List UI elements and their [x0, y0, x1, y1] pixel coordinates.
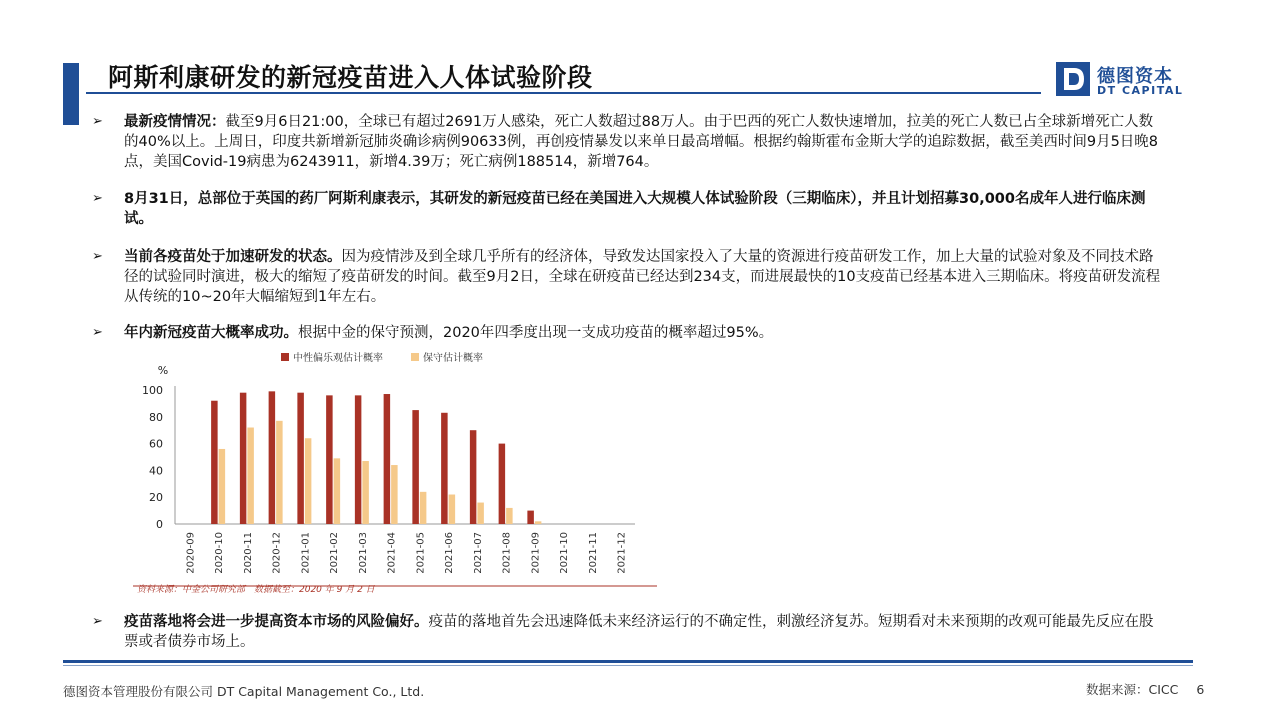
bullet-heading: 疫苗落地将会进一步提高资本市场的风险偏好。 [124, 614, 429, 630]
bullet-latest-situation [92, 112, 1162, 172]
bullet-astrazeneca [92, 189, 1162, 229]
bar-neutral-2021-08 [499, 444, 506, 524]
bullet-text: 根据中金的保守预测，2020年四季度出现一支成功疫苗的概率超过95%。 [298, 325, 774, 341]
bar-conservative-2021-05 [420, 492, 427, 524]
y-axis-unit: % [157, 364, 169, 377]
x-tick-label: 2020-10 [214, 532, 226, 574]
y-tick-label: 100 [142, 384, 163, 397]
bullet-heading: 当前各疫苗处于加速研发的状态。 [124, 249, 342, 265]
page-number: 6 [1196, 682, 1205, 697]
y-tick-label: 60 [149, 437, 163, 451]
bullet-heading: 最新疫情情况： [124, 114, 226, 130]
bullet-marker-icon: ➢ [92, 614, 103, 629]
bar-conservative-2020-11 [247, 428, 254, 524]
bullet-text: 因为疫情涉及到全球几乎所有的经济体，导致发达国家投入了大量的资源进行疫苗研发工作，加上大量的试验对象及不同技术路径的试验同时演进，极大的缩短了疫苗研发的时间。截至9月2日，全球在研疫苗已经达到234支，而进展最快的10支疫苗已经基本进入三期临床。将疫苗研发流程从传统的10~20年大幅缩短到1年左右。 [124, 249, 1161, 305]
footer-company: 德图资本管理股份有限公司 DT Capital Management Co., Ltd. [63, 684, 425, 699]
bar-conservative-2020-10 [219, 449, 226, 524]
bullet-text: 疫苗的落地首先会迅速降低未来经济运行的不确定性，刺激经济复苏。短期看对未来预期的改观可能最先反应在股票或者债券市场上。 [124, 614, 1154, 650]
legend-swatch-1 [281, 353, 289, 361]
bullet-heading: 年内新冠疫苗大概率成功。 [124, 325, 298, 341]
bar-conservative-2020-12 [276, 421, 283, 524]
bullet-heading: 8月31日，总部位于英国的药厂阿斯利康表示，其研发的新冠疫苗已经在美国进入大规模人体试验阶段（三期临床），并且计划招募30,000名成年人进行临床测试。 [124, 191, 1146, 227]
bullet-marker-icon: ➢ [92, 249, 103, 264]
bar-neutral-2021-03 [355, 395, 362, 524]
y-tick-label: 0 [156, 518, 163, 531]
legend-swatch-2 [411, 353, 419, 361]
bar-neutral-2020-12 [269, 391, 276, 524]
bar-neutral-2021-06 [441, 413, 448, 524]
x-tick-label: 2021-08 [501, 532, 513, 574]
bar-conservative-2021-08 [506, 508, 513, 524]
title-accent-bar [63, 63, 79, 125]
bar-conservative-2021-07 [477, 503, 484, 524]
bar-conservative-2021-04 [391, 465, 398, 524]
x-tick-label: 2021-04 [386, 532, 398, 574]
bullet-marker-icon: ➢ [92, 114, 103, 129]
company-logo [1056, 62, 1206, 98]
x-tick-label: 2020-09 [185, 532, 197, 574]
page-title: 阿斯利康研发的新冠疫苗进入人体试验阶段 [108, 63, 593, 92]
bullet-risk-appetite [92, 612, 1162, 652]
bar-conservative-2021-02 [334, 458, 341, 524]
x-tick-label: 2021-03 [357, 532, 369, 574]
x-tick-label: 2021-12 [616, 532, 628, 574]
title-underline [86, 92, 1041, 94]
x-tick-label: 2021-10 [559, 532, 571, 574]
x-tick-label: 2021-06 [444, 532, 456, 574]
legend-label-1: 中性偏乐观估计概率 [293, 353, 383, 364]
logo-text-cn: 德图资本 [1097, 66, 1173, 87]
bar-neutral-2020-10 [211, 401, 218, 524]
vaccine-probability-chart [133, 346, 663, 596]
y-tick-label: 20 [149, 491, 163, 505]
bullet-marker-icon: ➢ [92, 325, 103, 340]
bar-neutral-2020-11 [240, 393, 247, 524]
legend-label-2: 保守估计概率 [423, 353, 483, 364]
chart-source-note: 资料来源：中金公司研究部 数据截至：2020 年 9 月 2 日 [137, 585, 375, 595]
logo-mark-icon [1056, 62, 1090, 96]
footer-source: 数据来源：CICC [1086, 682, 1179, 697]
bar-neutral-2021-04 [384, 394, 391, 524]
footer-rule [63, 660, 1193, 663]
footer-source-and-page [1086, 680, 1204, 698]
footer-rule-thin [63, 665, 1193, 666]
x-tick-label: 2021-05 [415, 532, 427, 574]
bar-conservative-2021-01 [305, 438, 312, 524]
x-tick-label: 2020-12 [271, 532, 283, 574]
bullet-text: 截至9月6日21:00，全球已有超过2691万人感染，死亡人数超过88万人。由于巴西的死亡人数快速增加，拉美的死亡人数已占全球新增死亡人数的40%以上。上周日，印度共新增新冠肺炎确诊病例90633例，再创疫情暴发以来单日最高增幅。根据约翰斯霍布金斯大学的追踪数据，截至美西时间9月5日晚8点，美国Covid-19病患为6243911，新增4.39万；死亡病例188514，新增764。 [124, 114, 1159, 170]
x-tick-label: 2020-11 [242, 532, 254, 574]
chart-svg [133, 346, 663, 596]
x-tick-label: 2021-01 [300, 532, 312, 574]
bullet-marker-icon: ➢ [92, 191, 103, 206]
bar-conservative-2021-09 [535, 521, 542, 524]
bar-neutral-2021-09 [527, 511, 534, 524]
x-tick-label: 2021-07 [472, 532, 484, 574]
bar-conservative-2021-03 [362, 461, 369, 524]
bar-neutral-2021-01 [297, 393, 304, 524]
x-tick-label: 2021-09 [530, 532, 542, 574]
y-tick-label: 40 [149, 464, 163, 478]
bar-neutral-2021-02 [326, 395, 333, 524]
bullet-accelerated-rd [92, 247, 1162, 307]
x-tick-label: 2021-11 [587, 532, 599, 574]
bar-neutral-2021-05 [412, 410, 419, 524]
bar-conservative-2021-06 [449, 495, 456, 524]
bar-neutral-2021-07 [470, 430, 477, 524]
y-tick-label: 80 [149, 410, 163, 424]
x-tick-label: 2021-02 [329, 532, 341, 574]
logo-text-en: DT CAPITAL [1097, 84, 1184, 97]
bullet-success-probability [92, 323, 773, 343]
